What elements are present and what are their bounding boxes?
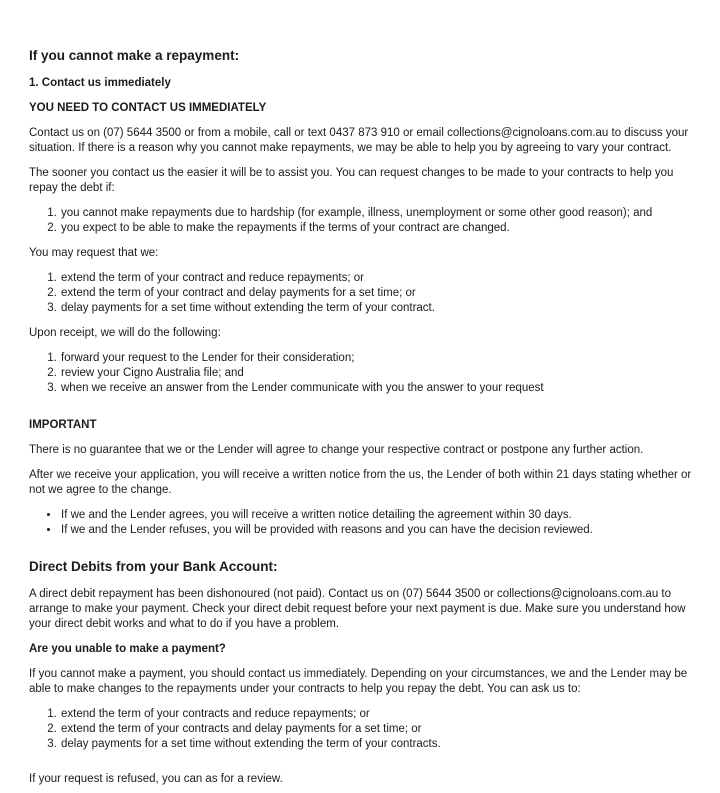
- list-item-hardship: 1. you cannot make repayments due to hardship (for example, illness, unemployment or some other good reason); and: [60, 206, 692, 221]
- para-contact-details: Contact us on (07) 5644 3500 or from a mobile, call or text 0437 873 910 or email collections@cignoloans.com.au to discuss your situation. If there is a reason why you cannot make repayments, we may be able to help you by agreeing to vary your contract.: [29, 127, 689, 154]
- para-no-guarantee: There is no guarantee that we or the Lender will agree to change your respective contract or postpone any further action.: [29, 444, 644, 456]
- list-hardship-conditions: [29, 206, 692, 236]
- list-item-delay-no-extend-contracts: 3. delay payments for a set time without extending the term of your contracts.: [60, 737, 692, 752]
- list-request-options: [29, 271, 692, 316]
- bullet-item-lender-agrees: • If we and the Lender agrees, you will receive a written notice detailing the agreement within 30 days.: [60, 508, 692, 523]
- subheading-contact-us-immediately: 1. Contact us immediately: [29, 77, 171, 89]
- list-item-extend-reduce: 1. extend the term of your contract and reduce repayments; or: [60, 271, 692, 286]
- list-item-contracts-delay: 2. extend the term of your contracts and delay payments for a set time; or: [60, 722, 692, 737]
- list-item-communicate-answer: 3. when we receive an answer from the Lender communicate with you the answer to your request: [60, 381, 692, 396]
- bullet-item-lender-refuses: • If we and the Lender refuses, you will be provided with reasons and you can have the decision reviewed.: [60, 523, 692, 538]
- list-upon-receipt-steps: [29, 351, 692, 396]
- list-item-forward-request: 1. forward your request to the Lender for their consideration;: [60, 351, 692, 366]
- para-request-refused: If your request is refused, you can as for a review.: [29, 773, 283, 785]
- para-cannot-make-payment: If you cannot make a payment, you should contact us immediately. Depending on your circumstances, we and the Lender may be able to make changes to the repayments under your contracts to help you repay the debt. You can ask us to:: [29, 668, 688, 695]
- para-request-intro: You may request that we:: [29, 247, 159, 259]
- list-item-expect-repay: 2. you expect to be able to make the repayments if the terms of your contract are changed.: [60, 221, 692, 236]
- section-heading-cannot-repay: If you cannot make a repayment:: [29, 48, 240, 63]
- section-heading-direct-debits: Direct Debits from your Bank Account:: [29, 559, 278, 574]
- list-item-review-file: 2. review your Cigno Australia file; and: [60, 366, 692, 381]
- subheading-unable-payment: Are you unable to make a payment?: [29, 643, 226, 655]
- para-after-application: After we receive your application, you will receive a written notice from the us, the Lender of both within 21 days stating whether or not we agree to the change.: [29, 469, 692, 496]
- list-item-delay-no-extend: 3. delay payments for a set time without extending the term of your contract.: [60, 301, 692, 316]
- list-item-extend-delay: 2. extend the term of your contract and delay payments for a set time; or: [60, 286, 692, 301]
- subheading-need-to-contact-caps: YOU NEED TO CONTACT US IMMEDIATELY: [29, 102, 267, 114]
- bullet-list-outcomes: [29, 508, 692, 538]
- label-important: IMPORTANT: [29, 419, 97, 431]
- list-ask-us-options: [29, 707, 692, 752]
- list-item-contracts-reduce: 1. extend the term of your contracts and reduce repayments; or: [60, 707, 692, 722]
- para-sooner-contact: The sooner you contact us the easier it will be to assist you. You can request changes to be made to your contracts to help you repay the debt if:: [29, 167, 674, 194]
- para-direct-debit-dishonoured: A direct debit repayment has been dishonoured (not paid). Contact us on (07) 5644 3500 or collections@cignoloans.com.au to arrange to make your payment. Check your direct debit request before your next payment is due. Make sure you understand how your direct debit works and what to do if you have a problem.: [29, 588, 686, 630]
- para-upon-receipt: Upon receipt, we will do the following:: [29, 327, 221, 339]
